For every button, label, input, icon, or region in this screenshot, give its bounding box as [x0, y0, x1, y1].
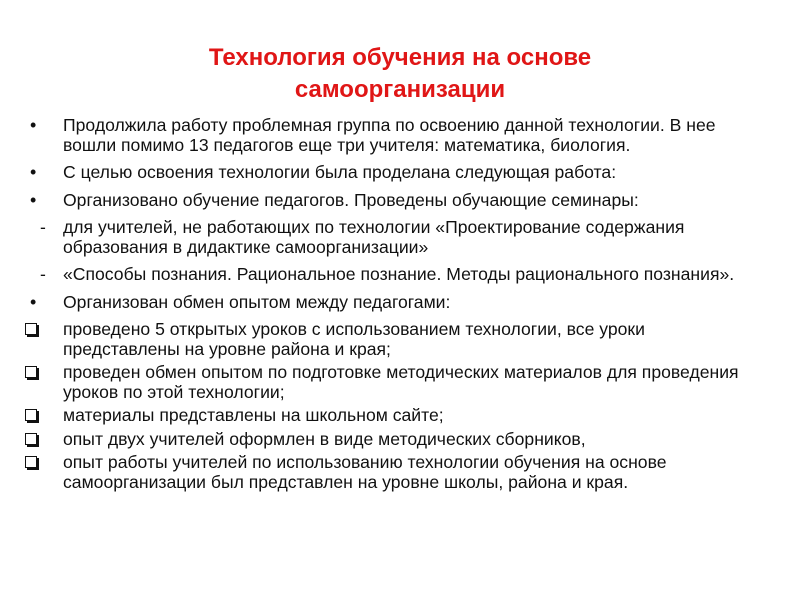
list-item-text: опыт двух учителей оформлен в виде методических сборников,: [63, 428, 586, 449]
list-item-text: Организован обмен опытом между педагогами:: [63, 291, 451, 312]
list-item-materials-exchange: [0, 363, 800, 402]
list-item-text: С целью освоения технологии была проделана следующая работа:: [63, 162, 617, 182]
list-item-collections: [0, 430, 800, 450]
list-item-exchange: [0, 293, 800, 313]
checkbox-bullet-icon: [25, 323, 37, 335]
list-item-school-site: [0, 406, 800, 426]
checkbox-bullet-icon: [25, 409, 37, 421]
list-item-seminar-2: [0, 265, 800, 285]
list-item-text: проведено 5 открытых уроков с использованием технологии, все уроки представлены на уровне района и края;: [63, 319, 645, 359]
list-item-training: [0, 191, 800, 211]
checkbox-bullet-icon: [25, 366, 37, 378]
list-item-text: «Способы познания. Рациональное познание. Методы рационального познания».: [63, 264, 735, 284]
list-item-open-lessons: [0, 320, 800, 359]
checkbox-bullet-icon: [25, 433, 37, 445]
slide-title-line-2: самоорганизации: [294, 76, 506, 103]
slide-content: [0, 116, 800, 496]
dash-icon: -: [40, 264, 46, 284]
slide-title: [0, 42, 800, 106]
list-item-work-done: [0, 163, 800, 183]
list-item-seminar-1: [0, 218, 800, 257]
dash-icon: -: [40, 217, 46, 237]
list-item-text: Организовано обучение педагогов. Проведены обучающие семинары:: [63, 189, 639, 210]
bullet-icon: •: [30, 189, 37, 210]
list-item-text: для учителей, не работающих по технологии «Проектирование содержания образования в дидактике самоорганизации»: [63, 217, 685, 257]
list-item-group-formed: [0, 116, 800, 155]
slide-title-line-1: Технология обучения на основе: [208, 44, 592, 71]
list-item-text: опыт работы учителей по использованию технологии обучения на основе самоорганизации был представлен на уровне школы, района и края.: [63, 452, 667, 492]
bullet-icon: •: [30, 115, 37, 135]
list-item-experience-presented: [0, 453, 800, 492]
list-item-text: материалы представлены на школьном сайте;: [63, 405, 444, 425]
bullet-icon: •: [30, 291, 37, 312]
bullet-icon: •: [30, 162, 37, 182]
checkbox-bullet-icon: [25, 456, 37, 468]
list-item-text: Продолжила работу проблемная группа по освоению данной технологии. В нее вошли помимо 13 педагогов еще три учителя: математика, биология.: [63, 115, 716, 155]
list-item-text: проведен обмен опытом по подготовке методических материалов для проведения уроков по этой технологии;: [63, 362, 739, 402]
